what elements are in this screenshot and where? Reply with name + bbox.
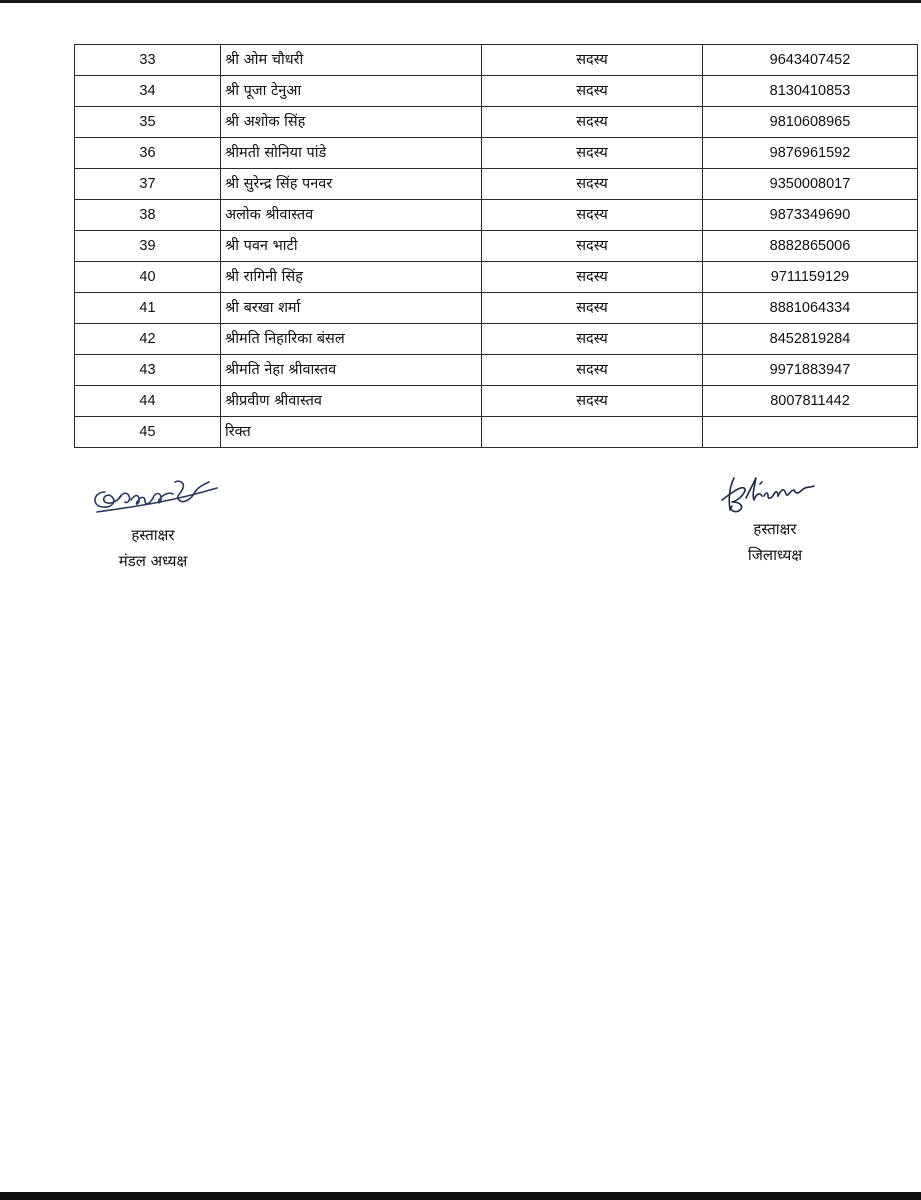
serial-number-cell: 33 — [75, 45, 221, 76]
table-row — [75, 200, 918, 231]
page-top-border — [0, 0, 921, 3]
member-phone-cell: 9876961592 — [703, 138, 918, 169]
members-table — [74, 44, 918, 448]
signature-block-mandal-adhyaksh — [78, 474, 228, 574]
member-role-cell: सदस्य — [482, 386, 703, 417]
serial-number-cell: 39 — [75, 231, 221, 262]
member-name-cell: श्री सुरेन्द्र सिंह पनवर — [221, 169, 482, 200]
signature-jiladhyaksh — [710, 470, 840, 516]
table-row — [75, 386, 918, 417]
member-role-cell: सदस्य — [482, 262, 703, 293]
member-phone-cell: 9711159129 — [703, 262, 918, 293]
member-role-cell: सदस्य — [482, 45, 703, 76]
member-role-cell: सदस्य — [482, 324, 703, 355]
member-role-cell: सदस्य — [482, 355, 703, 386]
serial-number-cell: 40 — [75, 262, 221, 293]
member-name-cell: रिक्त — [221, 417, 482, 448]
table-row — [75, 231, 918, 262]
member-name-cell: श्रीमति नेहा श्रीवास्तव — [221, 355, 482, 386]
signature-mandal-adhyaksh — [83, 474, 223, 522]
table-row — [75, 262, 918, 293]
serial-number-cell: 44 — [75, 386, 221, 417]
signature-title-left: मंडल अध्यक्ष — [118, 552, 188, 570]
serial-number-cell: 37 — [75, 169, 221, 200]
table-row — [75, 107, 918, 138]
serial-number-cell: 43 — [75, 355, 221, 386]
member-phone-cell: 8881064334 — [703, 293, 918, 324]
serial-number-cell: 42 — [75, 324, 221, 355]
member-phone-cell: 9643407452 — [703, 45, 918, 76]
member-name-cell: अलोक श्रीवास्तव — [221, 200, 482, 231]
member-name-cell: श्रीमती सोनिया पांडे — [221, 138, 482, 169]
table-row — [75, 45, 918, 76]
member-phone-cell: 8007811442 — [703, 386, 918, 417]
serial-number-cell: 45 — [75, 417, 221, 448]
serial-number-cell: 36 — [75, 138, 221, 169]
table-row — [75, 76, 918, 107]
member-name-cell: श्री ओम चौधरी — [221, 45, 482, 76]
page-bottom-band — [0, 1192, 921, 1200]
member-name-cell: श्री पूजा टेनुआ — [221, 76, 482, 107]
signature-title-right: जिलाध्यक्ष — [747, 546, 803, 564]
member-name-cell: श्री पवन भाटी — [221, 231, 482, 262]
member-phone-cell: 9350008017 — [703, 169, 918, 200]
member-phone-cell: 8452819284 — [703, 324, 918, 355]
member-name-cell: श्री अशोक सिंह — [221, 107, 482, 138]
member-name-cell: श्री रागिनी सिंह — [221, 262, 482, 293]
member-phone-cell — [703, 417, 918, 448]
member-role-cell: सदस्य — [482, 200, 703, 231]
member-phone-cell: 9971883947 — [703, 355, 918, 386]
member-name-cell: श्रीप्रवीण श्रीवास्तव — [221, 386, 482, 417]
member-role-cell — [482, 417, 703, 448]
member-role-cell: सदस्य — [482, 293, 703, 324]
member-name-cell: श्री बरखा शर्मा — [221, 293, 482, 324]
table-row — [75, 169, 918, 200]
table-row — [75, 293, 918, 324]
serial-number-cell: 35 — [75, 107, 221, 138]
serial-number-cell: 34 — [75, 76, 221, 107]
member-role-cell: सदस्य — [482, 76, 703, 107]
member-name-cell: श्रीमति निहारिका बंसल — [221, 324, 482, 355]
table-row — [75, 324, 918, 355]
member-phone-cell: 9810608965 — [703, 107, 918, 138]
table-row — [75, 355, 918, 386]
member-role-cell: सदस्य — [482, 169, 703, 200]
table-row — [75, 417, 918, 448]
member-phone-cell: 8130410853 — [703, 76, 918, 107]
member-role-cell: सदस्य — [482, 138, 703, 169]
signature-label-left: हस्ताक्षर — [131, 526, 175, 544]
members-table-body — [75, 45, 918, 448]
member-phone-cell: 8882865006 — [703, 231, 918, 262]
serial-number-cell: 38 — [75, 200, 221, 231]
member-role-cell: सदस्य — [482, 107, 703, 138]
table-row — [75, 138, 918, 169]
signature-label-right: हस्ताक्षर — [753, 520, 797, 538]
serial-number-cell: 41 — [75, 293, 221, 324]
signature-block-jiladhyaksh — [700, 470, 850, 568]
member-role-cell: सदस्य — [482, 231, 703, 262]
member-phone-cell: 9873349690 — [703, 200, 918, 231]
